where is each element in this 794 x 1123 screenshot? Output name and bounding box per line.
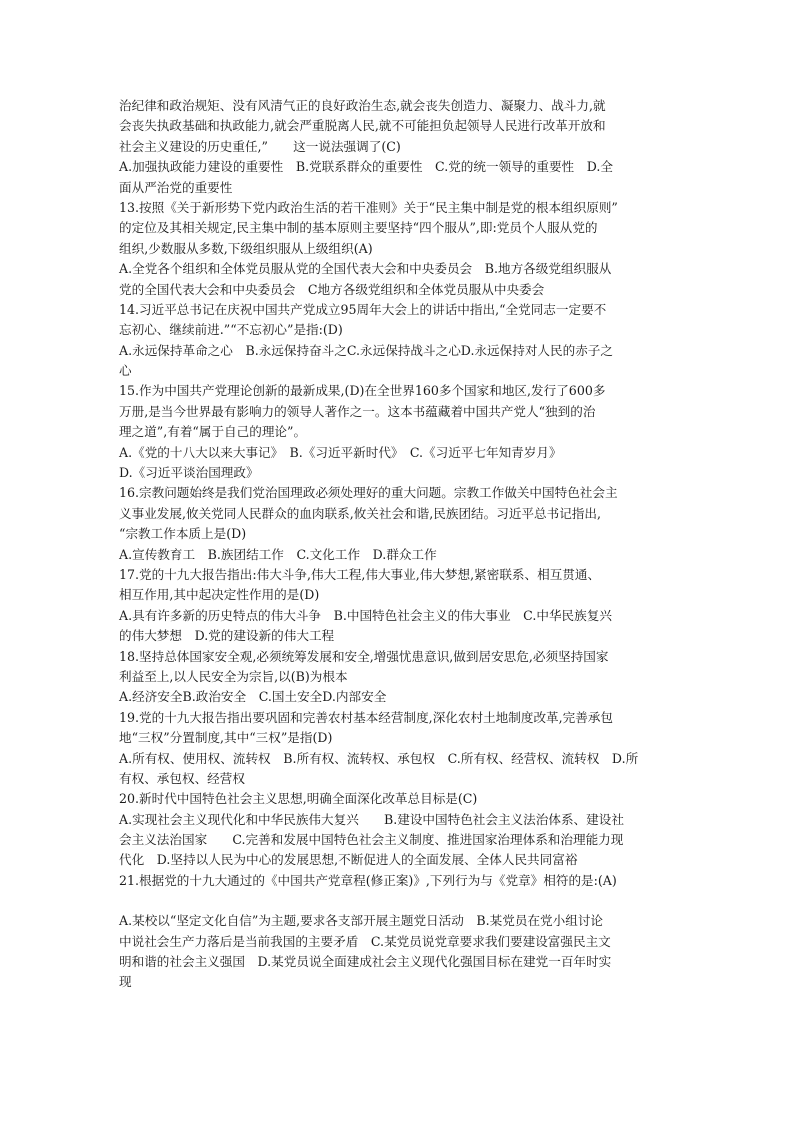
question-16: 16.宗教问题始终是我们党治国理政必须处理好的重大问题。宗教工作做关中国特色社会主	[119, 485, 618, 501]
option-line: 代化 D.坚持以人民为中心的发展思想,不断促进人的全面发展、全体人民共同富裕	[119, 852, 578, 868]
option-line: A.《党的十八大以来大事记》 B.《习近平新时代》 C.《习近平七年知青岁月》	[119, 444, 562, 460]
option-line: A.永远保持革命之心 B.永远保持奋斗之C.永远保持战斗之心D.永远保持对人民的赤子之	[119, 342, 613, 358]
option-line: D.《习近平谈治国理政》	[119, 465, 259, 481]
option-line: A.全党各个组织和全体党员服从党的全国代表大会和中央委员会 B.地方各级党组织服从	[119, 261, 612, 277]
document-page	[119, 96, 699, 993]
option-line: 面从严治党的重要性	[119, 179, 233, 195]
option-line: A.某校以“坚定文化自信”为主题,要求各支部开展主题党日活动 B.某党员在党小组讨论	[119, 913, 604, 929]
option-line: 会主义法治国家 C.完善和发展中国特色社会主义制度、推进国家治理体系和治理能力现	[119, 832, 624, 848]
text-line: 义事业发展,攸关党同人民群众的血肉联系,攸关社会和谐,民族团结。习近平总书记指出,	[119, 505, 601, 521]
text-line: 相互作用,其中起决定性作用的是(D)	[119, 587, 320, 603]
option-line: 党的全国代表大会和中央委员会 C地方各级党组织和全体党员服从中央委会	[119, 281, 545, 297]
question-20: 20.新时代中国特色社会主义思想,明确全面深化改革总目标是(C)	[119, 791, 478, 807]
question-18: 18.坚持总体国家安全观,必须统筹发展和安全,增强忧患意识,做到居安思危,必须坚持国家	[119, 648, 609, 664]
option-line: A.具有许多新的历史特点的伟大斗争 B.中国特色社会主义的伟大事业 C.中华民族复兴	[119, 607, 612, 623]
option-line: A.实现社会主义现代化和中华民族伟大复兴 B.建设中国特色社会主义法治体系、建设社	[119, 811, 624, 827]
option-line: 现	[119, 974, 132, 990]
option-line: 有权、承包权、经营权	[119, 770, 245, 786]
question-21: 21.根据党的十九大通过的《中国共产党章程(修正案)》,下列行为与《党章》相符的是:(A)	[119, 872, 617, 888]
option-line: A.所有权、使用权、流转权 B.所有权、流转权、承包权 C.所有权、经营权、流转权 D.所	[119, 750, 639, 766]
option-line: A.加强执政能力建设的重要性 B.党联系群众的重要性 C.党的统一领导的重要性 D.全	[119, 159, 613, 175]
option-line: 中说社会生产力落后是当前我国的主要矛盾 C.某党员说党章要求我们要建设富强民主文	[119, 933, 611, 949]
option-line: 明和谐的社会主义强国 D.某党员说全面建成社会主义现代化强国目标在建党一百年时实	[119, 954, 612, 970]
option-line: 的伟大梦想 D.党的建设新的伟大工程	[119, 628, 335, 644]
question-17: 17.党的十九大报告指出:伟大斗争,伟大工程,伟大事业,伟大梦想,紧密联系、相互贯通、	[119, 566, 601, 582]
text-line: 组织,少数服从多数,下级组织服从上级组织(A)	[119, 240, 373, 256]
blank-gap	[119, 891, 699, 911]
option-line: 心	[119, 363, 132, 379]
question-19: 19.党的十九大报告指出要巩固和完善农村基本经营制度,深化农村土地制度改革,完善承包	[119, 709, 614, 725]
option-line: A.经济安全B.政治安全 C.国土安全D.内部安全	[119, 689, 387, 705]
text-line: 治纪律和政治规矩、没有风清气正的良好政治生态,就会丧失创造力、凝聚力、战斗力,就	[119, 98, 606, 113]
option-line: A.宣传教育工 B.族团结工作 C.文化工作 D.群众工作	[119, 546, 437, 562]
question-15: 15.作为中国共产党理论创新的最新成果,(D)在全世界160多个国家和地区,发行了600多	[119, 383, 606, 399]
text-line: 地“三权”分置制度,其中“三权”是指(D)	[119, 730, 333, 746]
text-line: 会丧失执政基础和执政能力,就会严重脱离人民,就不可能担负起领导人民进行改革开放和	[119, 118, 606, 134]
text-line: 理之道”,有着“属于自己的理论”。	[119, 424, 307, 440]
text-block	[119, 96, 699, 993]
question-14: 14.习近平总书记在庆祝中国共产党成立95周年大会上的讲话中指出,“全党同志一定要不	[119, 301, 607, 317]
question-13: 13.按照《关于新形势下党内政治生活的若干准则》关于“民主集中制是党的根本组织原则”	[119, 199, 618, 215]
text-line: 社会主义建设的历史重任,” 这一说法强调了(C)	[119, 138, 401, 154]
text-line: 利益至上,以人民安全为宗旨,以(B)为根本	[119, 668, 348, 684]
text-line: “宗教工作本质上是(D)	[119, 526, 247, 542]
text-line: 忘初心、继续前进.”“不忘初心”是指:(D)	[119, 322, 343, 338]
text-line: 万册,是当今世界最有影响力的领导人著作之一。这本书蕴藏着中国共产党人“独到的治	[119, 403, 596, 419]
text-line: 的定位及其相关规定,民主集中制的基本原则主要坚持“四个服从”,即:党员个人服从党的	[119, 220, 598, 236]
